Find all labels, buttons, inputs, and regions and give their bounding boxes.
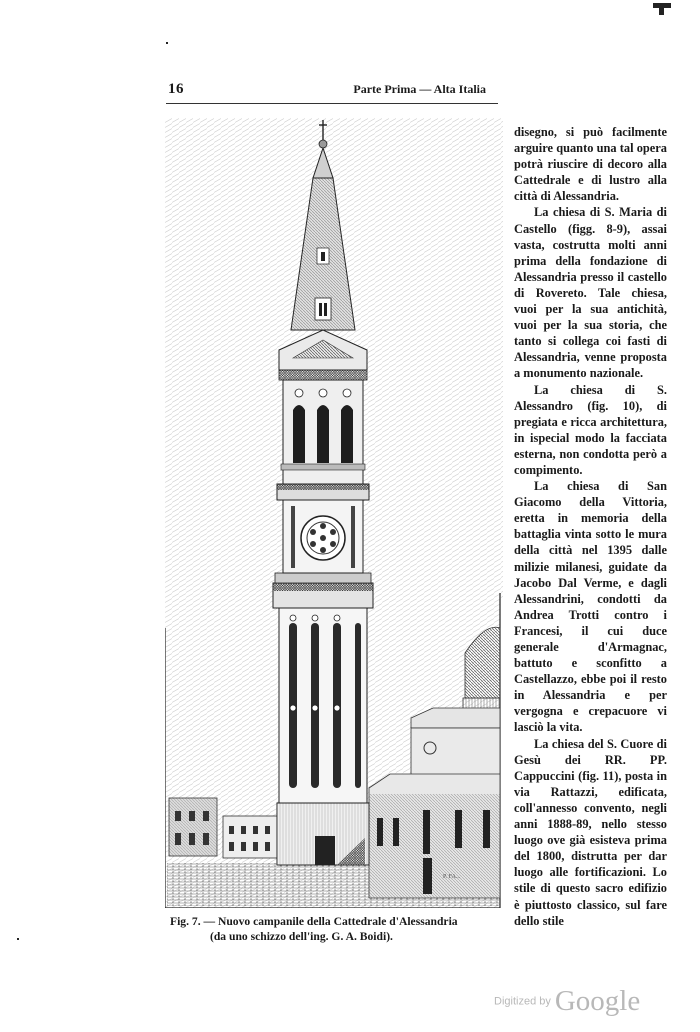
figure-caption bbox=[170, 914, 500, 944]
scan-artifact bbox=[17, 938, 19, 940]
body-text-column bbox=[514, 124, 667, 929]
caption-line-1: Fig. 7. — Nuovo campanile della Cattedrale d'Alessandria bbox=[170, 915, 458, 928]
paragraph: La chiesa del S. Cuore di Gesù dei RR. PP. Cappuccini (fig. 11), posta in via Rattazzi, edificata, coll'annesso convento, negli anni 1888-89, nello stesso luogo ove già esisteva prima del 1800, distrutta per dar luogo alle fortificazioni. Lo stile di questo sacro edifizio è piuttosto classico, sul fare dello stile bbox=[514, 736, 667, 928]
watermark-brand: Google bbox=[554, 985, 641, 1017]
caption-line-2: (da uno schizzo dell'ing. G. A. Boidi). bbox=[210, 930, 393, 943]
page-header bbox=[166, 79, 496, 99]
digitized-watermark bbox=[494, 985, 654, 1019]
paragraph: La chiesa di S. Alessandro (fig. 10), di pregiata e ricca architettura, in ispecial modo la facciata esterna, non condotta però a compimento. bbox=[514, 382, 667, 477]
watermark-prefix: Digitized by bbox=[494, 995, 551, 1008]
bell-tower-illustration bbox=[165, 118, 503, 908]
running-head: Parte Prima — Alta Italia bbox=[353, 82, 486, 96]
paragraph: La chiesa di San Giacomo della Vittoria, eretta in memoria della battaglia vinta sotto le mura della città nel 1395 dalle milizie milanesi, guidate da Jacobo Dal Verme, e dagli Alessandrini, condotti da Andrea Trotti contro i Francesi, il cui duce generale d'Armagnac, battuto e sconfitto a Castellazzo, ebbe poi il resto in Alessandria e per vergogna e crepacuore vi lasciò la vita. bbox=[514, 479, 667, 735]
scan-artifact bbox=[659, 8, 664, 15]
scan-artifact bbox=[166, 42, 168, 44]
paragraph: disegno, si può facilmente arguire quanto una tal opera potrà riuscire di decoro alla Cattedrale e di lustro alla città di Alessandria. bbox=[514, 125, 667, 204]
header-rule bbox=[166, 103, 498, 104]
page-number: 16 bbox=[168, 81, 184, 97]
paragraph: La chiesa di S. Maria di Castello (figg. 8-9), assai vasta, costrutta molti anni prima della fondazione di Alessandria presso il castello di Rovereto. Tale chiesa, vuoi per la sua antichità, vuoi per la sua storia, che tanto si collega coi fasti di Alessandria, venne proposta a monumento nazionale. bbox=[514, 205, 667, 381]
engraver-signature: P. FA... bbox=[443, 874, 461, 880]
figure-bell-tower-engraving bbox=[165, 118, 503, 908]
